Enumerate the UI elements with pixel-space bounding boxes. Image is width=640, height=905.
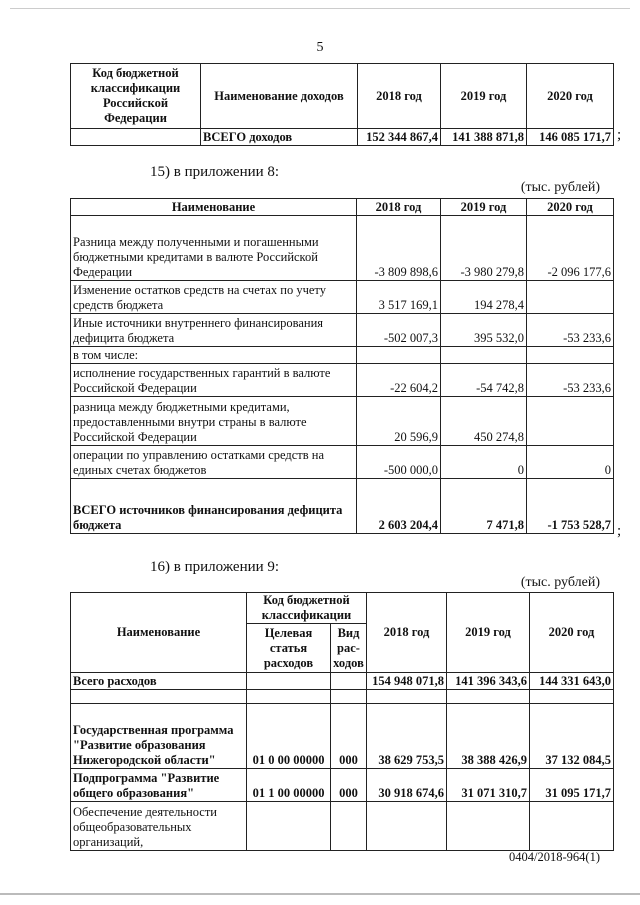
cell-2019: 450 274,8 — [441, 397, 527, 446]
header-name: Наименование — [71, 593, 247, 673]
cell-2018 — [367, 802, 447, 851]
cell-name: исполнение государственных гарантий в валюте Российской Федерации — [71, 364, 357, 397]
header-2018: 2018 год — [367, 593, 447, 673]
cell-2019: 141 388 871,8 — [441, 129, 527, 146]
cell-type — [331, 673, 367, 690]
unit-15: (тыс. рублей) — [520, 180, 600, 195]
cell-code — [71, 129, 201, 146]
header-2019: 2019 год — [441, 199, 527, 216]
cell-name: Обеспечение деятельности общеобразовательных организаций, — [71, 802, 247, 851]
table-row — [71, 802, 614, 851]
cell-target: 01 0 00 00000 — [247, 704, 331, 769]
expenditure-table — [70, 592, 614, 851]
header-2020: 2020 год — [527, 64, 614, 129]
cell-2018: -500 000,0 — [357, 446, 441, 479]
paragraph-15: 15) в приложении 8: — [150, 164, 280, 180]
cell-2020: 144 331 643,0 — [530, 673, 614, 690]
expenditure-table-header — [71, 593, 614, 624]
cell-2020: 31 095 171,7 — [530, 769, 614, 802]
cell-2020 — [530, 802, 614, 851]
revenue-table — [70, 63, 614, 146]
cell-2019: 38 388 426,9 — [447, 704, 530, 769]
header-code-group: Код бюджетной классификации — [247, 593, 367, 624]
cell-name: Подпрограмма "Развитие общего образования" — [71, 769, 247, 802]
header-2018: 2018 год — [358, 64, 441, 129]
table2-end-mark: ; — [617, 523, 622, 539]
table1-end-mark: ; — [617, 127, 622, 143]
header-name: Наименование доходов — [201, 64, 358, 129]
table-row — [71, 397, 614, 446]
header-code: Код бюджетной классификации Российской Федерации — [71, 64, 201, 129]
cell-2020: -53 233,6 — [527, 364, 614, 397]
header-2019: 2019 год — [447, 593, 530, 673]
cell-2018: 38 629 753,5 — [367, 704, 447, 769]
paragraph-16: 16) в приложении 9: — [150, 559, 280, 575]
cell-name: Разница между полученными и погашенными бюджетными кредитами в валюте Российской Федерации — [71, 216, 357, 281]
cell-name: в том числе: — [71, 347, 357, 364]
header-name: Наименование — [71, 199, 357, 216]
header-2020: 2020 год — [527, 199, 614, 216]
table-row — [71, 446, 614, 479]
table-row — [71, 129, 614, 146]
cell-2019: 141 396 343,6 — [447, 673, 530, 690]
header-2019: 2019 год — [441, 64, 527, 129]
top-edge-line — [10, 8, 630, 9]
cell-2018 — [357, 347, 441, 364]
cell-name: разница между бюджетными кредитами, предоставленными внутри страны в валюте Российской Федерации — [71, 397, 357, 446]
cell-2020 — [527, 347, 614, 364]
cell-2020: 146 085 171,7 — [527, 129, 614, 146]
cell-2019 — [447, 802, 530, 851]
cell-2019: 194 278,4 — [441, 281, 527, 314]
cell-target — [247, 673, 331, 690]
cell-type: 000 — [331, 704, 367, 769]
cell-2018: 20 596,9 — [357, 397, 441, 446]
cell-type — [331, 802, 367, 851]
cell-2020: -1 753 528,7 — [527, 479, 614, 534]
table-row — [71, 673, 614, 690]
table-row — [71, 216, 614, 281]
cell-target — [247, 802, 331, 851]
cell-2020: -2 096 177,6 — [527, 216, 614, 281]
financing-table-header — [71, 199, 614, 216]
cell-type: 000 — [331, 769, 367, 802]
table-row — [71, 479, 614, 534]
cell-2018: 3 517 169,1 — [357, 281, 441, 314]
unit-16: (тыс. рублей) — [520, 575, 600, 590]
table-row — [71, 347, 614, 364]
header-target-article: Целевая статья расходов — [247, 624, 331, 673]
cell-2018: 2 603 204,4 — [357, 479, 441, 534]
cell-2020 — [527, 397, 614, 446]
cell-2019: 395 532,0 — [441, 314, 527, 347]
cell-2019: -3 980 279,8 — [441, 216, 527, 281]
table-row — [71, 769, 614, 802]
table-row — [71, 281, 614, 314]
document-code: 0404/2018-964(1) — [509, 850, 600, 864]
cell-2019: -54 742,8 — [441, 364, 527, 397]
cell-name: Государственная программа "Развитие образования Нижегородской области" — [71, 704, 247, 769]
cell-2018: 152 344 867,4 — [358, 129, 441, 146]
financing-sources-table — [70, 198, 614, 534]
cell-2018: -22 604,2 — [357, 364, 441, 397]
table-row — [71, 704, 614, 769]
cell-name: Иные источники внутреннего финансирования дефицита бюджета — [71, 314, 357, 347]
cell-2018: -502 007,3 — [357, 314, 441, 347]
header-2018: 2018 год — [357, 199, 441, 216]
header-2020: 2020 год — [530, 593, 614, 673]
cell-2020: -53 233,6 — [527, 314, 614, 347]
cell-2020: 37 132 084,5 — [530, 704, 614, 769]
cell-name: ВСЕГО источников финансирования дефицита бюджета — [71, 479, 357, 534]
table-row — [71, 314, 614, 347]
cell-target: 01 1 00 00000 — [247, 769, 331, 802]
cell-2019: 7 471,8 — [441, 479, 527, 534]
bottom-edge-line — [0, 893, 640, 895]
table-row-spacer — [71, 690, 614, 704]
cell-name: ВСЕГО доходов — [201, 129, 358, 146]
cell-2019: 0 — [441, 446, 527, 479]
cell-2018: 154 948 071,8 — [367, 673, 447, 690]
cell-2018: 30 918 674,6 — [367, 769, 447, 802]
cell-2020 — [527, 281, 614, 314]
cell-2019: 31 071 310,7 — [447, 769, 530, 802]
cell-2019 — [441, 347, 527, 364]
cell-name: Всего расходов — [71, 673, 247, 690]
cell-name: операции по управлению остатками средств на единых счетах бюджетов — [71, 446, 357, 479]
cell-name: Изменение остатков средств на счетах по учету средств бюджета — [71, 281, 357, 314]
table-row — [71, 364, 614, 397]
page-number: 5 — [316, 40, 324, 55]
cell-2020: 0 — [527, 446, 614, 479]
header-expense-type: Вид рас-ходов — [331, 624, 367, 673]
cell-2018: -3 809 898,6 — [357, 216, 441, 281]
revenue-table-header — [71, 64, 614, 129]
